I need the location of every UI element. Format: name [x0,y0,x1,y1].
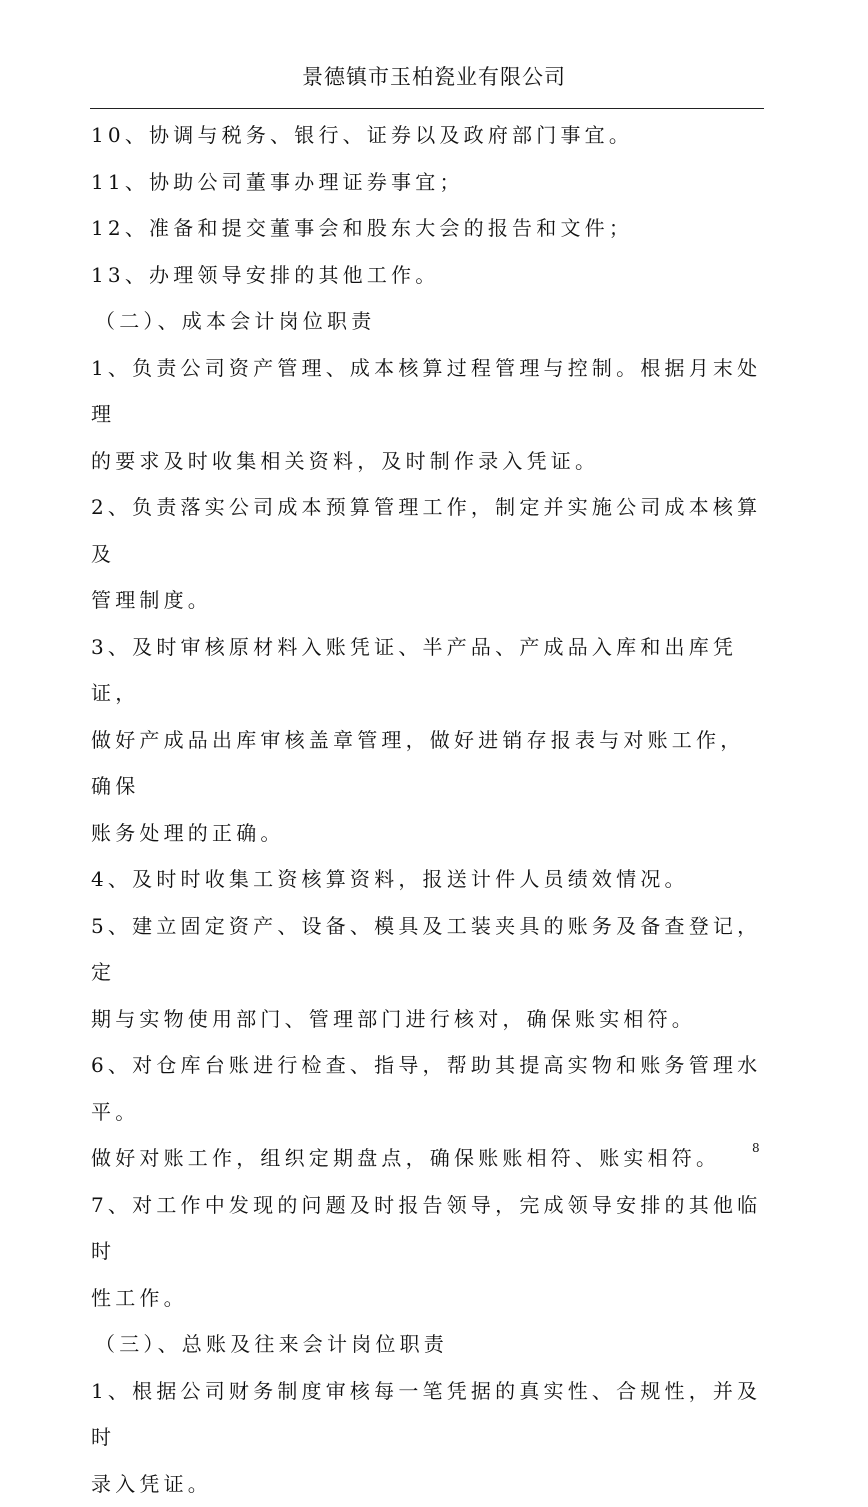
list-item-13: 13、办理领导安排的其他工作。 [91,252,766,299]
cost-item-2-line-2: 管理制度。 [91,577,766,624]
cost-item-7-line-1: 7、对工作中发现的问题及时报告领导，完成领导安排的其他临时 [91,1182,766,1275]
cost-item-5-line-1: 5、建立固定资产、设备、模具及工装夹具的账务及备查登记，定 [91,903,766,996]
section-heading-general-ledger: （三）、总账及往来会计岗位职责 [91,1321,766,1368]
cost-item-3-line-2: 做好产成品出库审核盖章管理，做好进销存报表与对账工作，确保 [91,717,766,810]
cost-item-4: 4、及时时收集工资核算资料，报送计件人员绩效情况。 [91,856,766,903]
list-item-10: 10、协调与税务、银行、证券以及政府部门事宜。 [91,112,766,159]
cost-item-1-line-1: 1、负责公司资产管理、成本核算过程管理与控制。根据月末处理 [91,345,766,438]
cost-item-6-line-2: 做好对账工作，组织定期盘点，确保账账相符、账实相符。 [91,1135,766,1182]
page-number: 8 [752,1140,760,1156]
list-item-11: 11、协助公司董事办理证券事宜； [91,159,766,206]
cost-item-3-line-1: 3、及时审核原材料入账凭证、半产品、产成品入库和出库凭证， [91,624,766,717]
ledger-item-1-line-2: 录入凭证。 [91,1461,766,1507]
cost-item-2-line-1: 2、负责落实公司成本预算管理工作，制定并实施公司成本核算及 [91,484,766,577]
document-body [91,112,766,1507]
ledger-item-1-line-1: 1、根据公司财务制度审核每一笔凭据的真实性、合规性，并及时 [91,1368,766,1461]
cost-item-5-line-2: 期与实物使用部门、管理部门进行核对，确保账实相符。 [91,996,766,1043]
cost-item-3-line-3: 账务处理的正确。 [91,810,766,857]
cost-item-6-line-1: 6、对仓库台账进行检查、指导，帮助其提高实物和账务管理水平。 [91,1042,766,1135]
list-item-12: 12、准备和提交董事会和股东大会的报告和文件； [91,205,766,252]
document-header-title: 景德镇市玉柏瓷业有限公司 [0,62,868,92]
header-divider [90,108,764,109]
section-heading-cost-accounting: （二）、成本会计岗位职责 [91,298,766,345]
cost-item-1-line-2: 的要求及时收集相关资料，及时制作录入凭证。 [91,438,766,485]
cost-item-7-line-2: 性工作。 [91,1275,766,1322]
